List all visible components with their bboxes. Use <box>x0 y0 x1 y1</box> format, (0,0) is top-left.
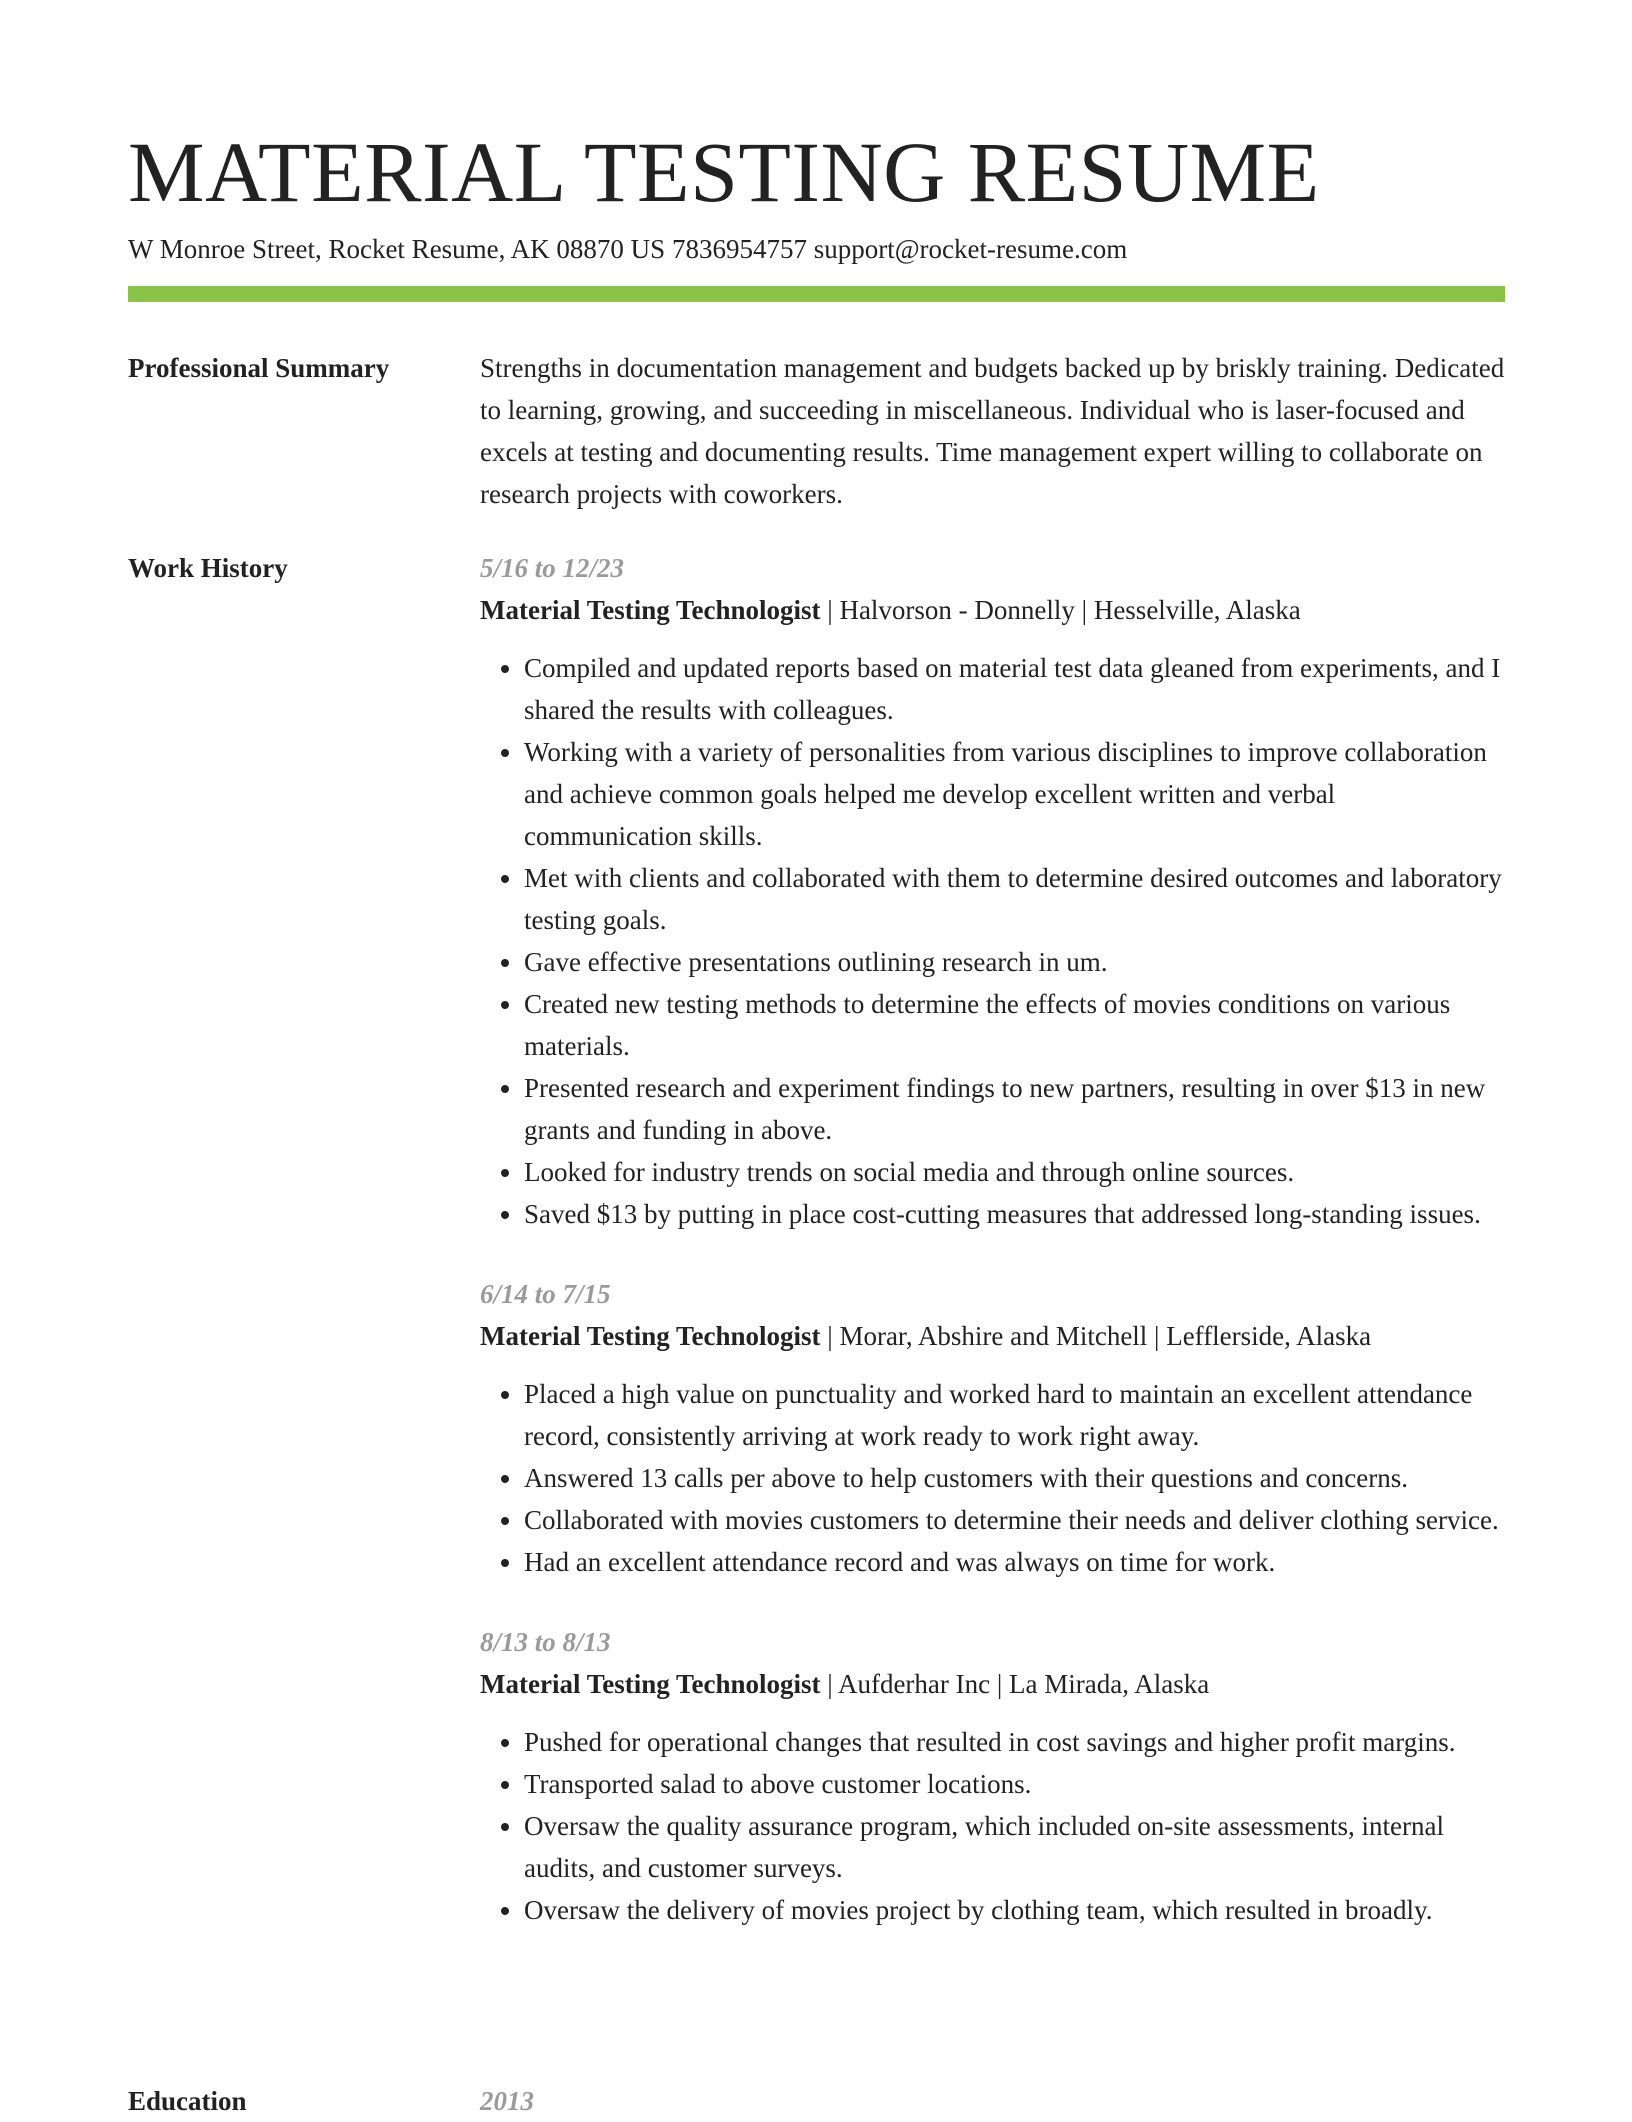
job-heading <box>480 1315 1505 1357</box>
list-item: • Met with clients and collaborated with them to determine desired outcomes and laboratory testing goals. <box>524 857 1505 941</box>
accent-divider <box>128 286 1505 302</box>
work-history-label: Work History <box>128 553 288 583</box>
summary-body <box>480 347 1505 515</box>
job-bullets <box>480 647 1505 1235</box>
education-body <box>480 2080 1505 2122</box>
resume-title: MATERIAL TESTING RESUME <box>128 124 1320 220</box>
list-item: • Created new testing methods to determine the effects of movies conditions on various materials. <box>524 983 1505 1067</box>
job-employer-location: | Halvorson - Donnelly | Hesselville, Alaska <box>820 595 1301 625</box>
job-heading <box>480 589 1505 631</box>
list-item: • Had an excellent attendance record and was always on time for work. <box>524 1541 1505 1583</box>
job-entry <box>480 547 1505 1235</box>
list-item: • Working with a variety of personalities from various disciplines to improve collaboration and achieve common goals helped me develop excellent written and verbal communication skills. <box>524 731 1505 857</box>
list-item: • Oversaw the quality assurance program, which included on-site assessments, internal audits, and customer surveys. <box>524 1805 1505 1889</box>
job-role: Material Testing Technologist <box>480 1669 821 1699</box>
list-item: • Oversaw the delivery of movies project by clothing team, which resulted in broadly. <box>524 1889 1505 1931</box>
list-item: • Saved $13 by putting in place cost-cutting measures that addressed long-standing issues. <box>524 1193 1505 1235</box>
job-bullets <box>480 1721 1505 1931</box>
list-item: • Compiled and updated reports based on material test data gleaned from experiments, and I shared the results with colleagues. <box>524 647 1505 731</box>
list-item: • Placed a high value on punctuality and worked hard to maintain an excellent attendance record, consistently arriving at work ready to work right away. <box>524 1373 1505 1457</box>
summary-label: Professional Summary <box>128 353 390 383</box>
contact-line: W Monroe Street, Rocket Resume, AK 08870 US 7836954757 support@rocket-resume.com <box>128 234 1128 264</box>
job-role: Material Testing Technologist <box>480 595 821 625</box>
job-role: Material Testing Technologist <box>480 1321 821 1351</box>
list-item: • Gave effective presentations outlining research in um. <box>524 941 1505 983</box>
summary-text: Strengths in documentation management and budgets backed up by briskly training. Dedicated to learning, growing, and succeeding in miscellaneous. Individual who is laser-focused and excels at testing and documenting results. Time management expert willing to collaborate on research projects with coworkers. <box>480 353 1505 509</box>
work-history-body <box>480 547 1505 1969</box>
list-item: • Collaborated with movies customers to determine their needs and deliver clothing service. <box>524 1499 1505 1541</box>
job-heading <box>480 1663 1505 1705</box>
list-item: • Presented research and experiment findings to new partners, resulting in over $13 in new grants and funding in above. <box>524 1067 1505 1151</box>
job-dates: 5/16 to 12/23 <box>480 553 625 583</box>
education-label: Education <box>128 2086 247 2116</box>
job-dates: 6/14 to 7/15 <box>480 1279 611 1309</box>
job-employer-location: | Morar, Abshire and Mitchell | Lefflerside, Alaska <box>820 1321 1372 1351</box>
list-item: • Pushed for operational changes that resulted in cost savings and higher profit margins. <box>524 1721 1505 1763</box>
job-dates: 8/13 to 8/13 <box>480 1627 611 1657</box>
job-employer-location: | Aufderhar Inc | La Mirada, Alaska <box>820 1669 1210 1699</box>
education-year: 2013 <box>480 2086 534 2116</box>
job-entry <box>480 1273 1505 1583</box>
list-item: • Transported salad to above customer locations. <box>524 1763 1505 1805</box>
list-item: • Looked for industry trends on social media and through online sources. <box>524 1151 1505 1193</box>
job-entry <box>480 1621 1505 1931</box>
list-item: • Answered 13 calls per above to help customers with their questions and concerns. <box>524 1457 1505 1499</box>
job-bullets <box>480 1373 1505 1583</box>
